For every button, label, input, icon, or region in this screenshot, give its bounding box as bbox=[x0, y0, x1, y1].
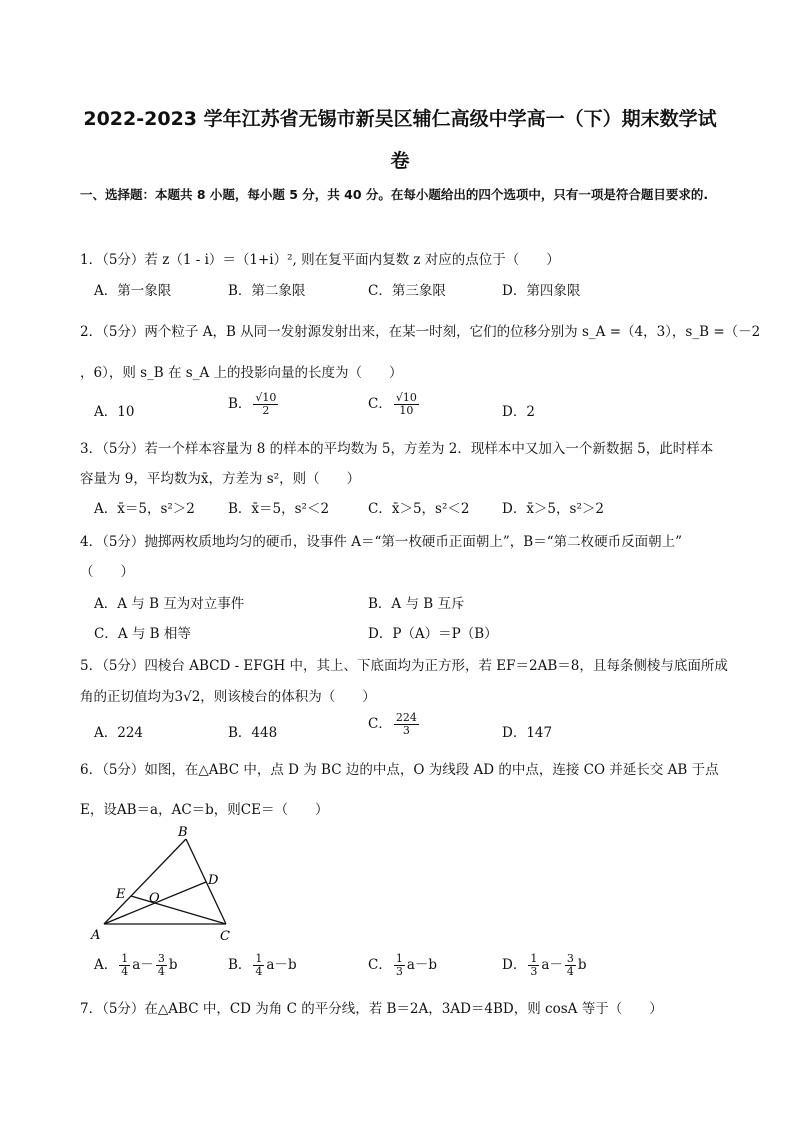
side-ab bbox=[104, 839, 186, 924]
option-d-text: a－ bbox=[541, 957, 563, 973]
question-3-option-b: B．x̄＝5，s²＜2 bbox=[228, 501, 330, 517]
question-3-option-c: C．x̄＞5，s²＜2 bbox=[368, 501, 470, 517]
segment-ce bbox=[131, 896, 226, 924]
point-label-d: D bbox=[208, 873, 219, 888]
fraction-denominator: 3 bbox=[402, 724, 410, 737]
question-4-stem-line1: 4．（5分）抛掷两枚质地均匀的硬币，设事件 A＝“第一枚硬币正面朝上”，B＝“第二枚硬币反面朝上” bbox=[80, 534, 682, 550]
question-2-option-d: D．2 bbox=[502, 404, 535, 420]
question-6-option-c bbox=[368, 953, 437, 978]
question-1-stem: 1．（5分）若 z（1 - i）＝（1+i）², 则在复平面内复数 z 对应的点位于（ ） bbox=[80, 252, 560, 268]
fraction-numerator: √10 bbox=[395, 391, 417, 404]
vertex-label-a: A bbox=[91, 928, 101, 943]
fraction bbox=[394, 953, 405, 978]
vertex-label-c: C bbox=[220, 929, 230, 944]
option-b-label: B． bbox=[228, 396, 252, 412]
option-b-fraction bbox=[253, 392, 278, 417]
option-c-text: a－b bbox=[406, 957, 438, 973]
fraction bbox=[565, 953, 576, 978]
fraction-numerator: 1 bbox=[530, 952, 538, 965]
question-7-stem: 7．（5分）在△ABC 中，CD 为角 C 的平分线，若 B＝2A，3AD＝4BD，则 cosA 等于（ ） bbox=[80, 1001, 663, 1017]
question-1-option-a: A．第一象限 bbox=[94, 283, 172, 299]
option-a-text: a－ bbox=[132, 957, 154, 973]
question-6-option-b bbox=[228, 953, 297, 978]
question-4-option-d: D．P（A）＝P（B） bbox=[368, 626, 498, 642]
option-c-fraction bbox=[394, 712, 419, 737]
question-3-stem-line1: 3．（5分）若一个样本容量为 8 的样本的平均数为 5，方差为 2．现样本中又加入一个新数据 5，此时样本 bbox=[80, 441, 714, 457]
option-b-label: B． bbox=[228, 957, 252, 973]
question-6-option-d bbox=[502, 953, 587, 978]
option-b-text: a－b bbox=[266, 957, 297, 973]
section-heading: 一、选择题：本题共 8 小题，每小题 5 分，共 40 分。在每小题给出的四个选项中，只有一项是符合题目要求的. bbox=[80, 187, 709, 202]
question-3-option-d: D．x̄＞5，s²＞2 bbox=[502, 501, 604, 517]
fraction-denominator: 4 bbox=[121, 965, 129, 978]
fraction-numerator: 3 bbox=[157, 952, 165, 965]
fraction-numerator: 224 bbox=[395, 711, 417, 724]
question-2-option-b bbox=[228, 392, 280, 417]
option-c-label: C． bbox=[368, 716, 392, 732]
question-4-option-c: C．A 与 B 相等 bbox=[94, 626, 191, 642]
fraction bbox=[253, 953, 264, 978]
option-a-text-end: b bbox=[168, 957, 178, 973]
question-4-stem-line2: （ ） bbox=[80, 564, 134, 580]
fraction bbox=[528, 953, 539, 978]
question-2-stem-line2: ，6），则 s_B 在 s_A 上的投影向量的长度为（ ） bbox=[80, 365, 403, 381]
question-5-stem-line2: 角的正切值均为3√2，则该棱台的体积为（ ） bbox=[80, 689, 376, 705]
fraction-denominator: 3 bbox=[530, 965, 538, 978]
question-2-stem-line1: 2．（5分）两个粒子 A，B 从同一发射源发射出来，在某一时刻，它们的位移分别为 s_A =（4，3），s_B =（－2 bbox=[80, 324, 761, 340]
fraction-denominator: 3 bbox=[395, 965, 403, 978]
point-label-o: O bbox=[149, 891, 160, 906]
fraction-numerator: 3 bbox=[566, 952, 574, 965]
fraction-denominator: 4 bbox=[157, 965, 165, 978]
question-5-stem-line1: 5．（5分）四棱台 ABCD - EFGH 中，其上、下底面均为正方形，若 EF＝2AB＝8，且每条侧棱与底面所成 bbox=[80, 658, 728, 674]
exam-title-line1: 2022-2023 学年江苏省无锡市新吴区辅仁高级中学高一（下）期末数学试 bbox=[83, 108, 717, 130]
question-5-option-c bbox=[368, 712, 421, 737]
question-4-option-a: A．A 与 B 互为对立事件 bbox=[94, 596, 245, 612]
option-c-label: C． bbox=[368, 957, 392, 973]
fraction-numerator: √10 bbox=[255, 391, 277, 404]
option-d-label: D． bbox=[502, 957, 527, 973]
side-bc bbox=[186, 839, 226, 924]
question-2-option-a: A．10 bbox=[94, 404, 135, 420]
question-3-option-a: A．x̄＝5，s²＞2 bbox=[94, 501, 195, 517]
fraction-denominator: 2 bbox=[262, 404, 270, 417]
triangle-diagram bbox=[88, 822, 248, 946]
question-6-option-a bbox=[94, 953, 177, 978]
fraction-numerator: 1 bbox=[121, 952, 129, 965]
fraction-numerator: 1 bbox=[255, 952, 263, 965]
question-5-option-a: A．224 bbox=[94, 725, 144, 741]
question-3-stem-line2: 容量为 9，平均数为x̄，方差为 s²，则（ ） bbox=[80, 471, 361, 487]
question-1-option-c: C．第三象限 bbox=[368, 283, 446, 299]
question-6-stem-line1: 6．（5分）如图，在△ABC 中，点 D 为 BC 边的中点，O 为线段 AD 的中点，连接 CO 并延长交 AB 于点 bbox=[80, 762, 719, 778]
exam-title-line2: 卷 bbox=[390, 150, 410, 172]
vertex-label-b: B bbox=[178, 825, 188, 840]
point-label-e: E bbox=[116, 887, 126, 902]
fraction-numerator: 1 bbox=[395, 952, 403, 965]
triangle-figure bbox=[88, 822, 248, 950]
question-1-option-b: B．第二象限 bbox=[228, 283, 306, 299]
question-4-option-b: B．A 与 B 互斥 bbox=[368, 596, 465, 612]
fraction-denominator: 4 bbox=[566, 965, 574, 978]
option-c-fraction bbox=[394, 392, 419, 417]
option-c-label: C． bbox=[368, 396, 392, 412]
question-1-option-d: D．第四象限 bbox=[502, 283, 581, 299]
option-d-text-end: b bbox=[577, 957, 587, 973]
question-6-stem-line2: E，设AB＝a，AC＝b，则CE＝（ ） bbox=[80, 802, 329, 818]
question-2-option-c bbox=[368, 392, 421, 417]
fraction bbox=[119, 953, 130, 978]
question-5-option-b: B．448 bbox=[228, 725, 278, 741]
fraction bbox=[156, 953, 167, 978]
fraction-denominator: 10 bbox=[399, 404, 414, 417]
fraction-denominator: 4 bbox=[255, 965, 263, 978]
question-5-option-d: D．147 bbox=[502, 725, 553, 741]
option-a-label: A． bbox=[94, 957, 118, 973]
